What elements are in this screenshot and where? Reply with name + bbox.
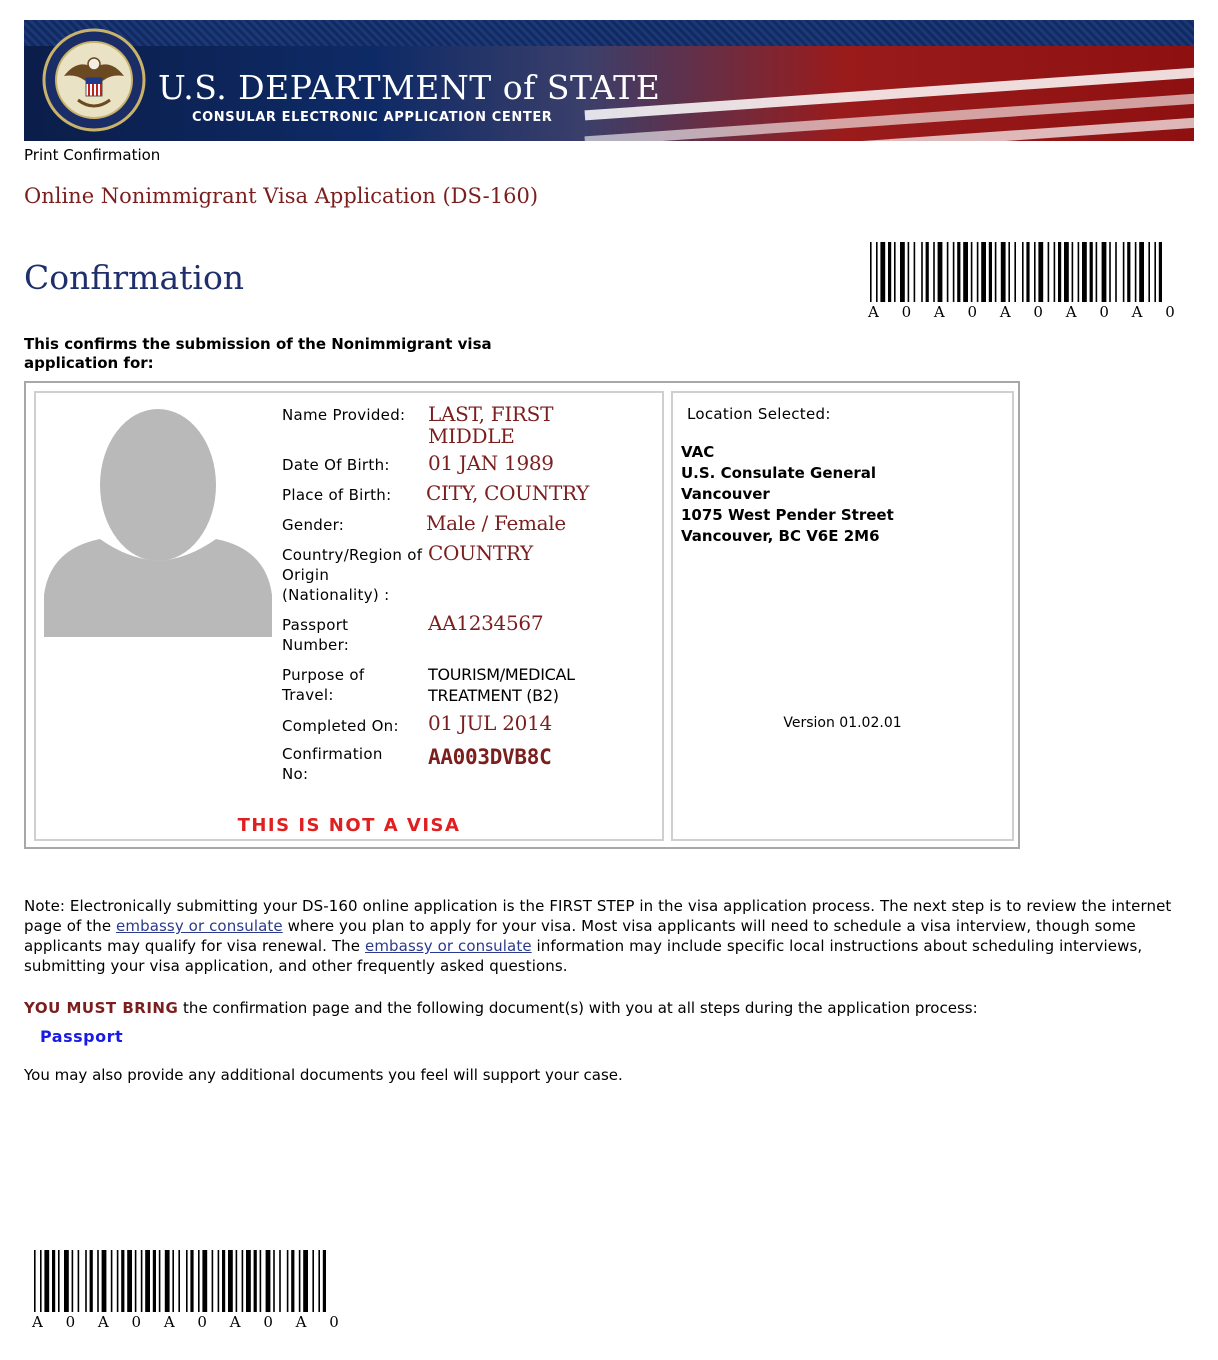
barcode-bar <box>977 242 979 302</box>
barcode-bar <box>186 1250 188 1312</box>
barcode-bar <box>218 1250 220 1312</box>
place-of-birth-label: Place of Birth: <box>282 486 392 504</box>
barcode-bar <box>953 242 955 302</box>
barcode-bar <box>165 1250 170 1312</box>
name-value: LAST, FIRST MIDDLE <box>428 402 554 448</box>
barcode-bar <box>963 242 968 302</box>
location-line: Vancouver <box>681 485 770 503</box>
barcode-bar <box>1022 242 1024 302</box>
name-label: Name Provided: <box>282 406 406 424</box>
barcode-bar <box>1135 242 1137 302</box>
passport-number-label: Passport Number: <box>282 616 350 654</box>
barcode-bar <box>876 242 878 302</box>
barcode-bar <box>287 1250 289 1312</box>
barcode-bar <box>44 1250 49 1312</box>
barcode-bar <box>222 1250 225 1312</box>
barcode-bar <box>933 242 935 302</box>
banner-top-pattern <box>24 20 1194 46</box>
barcode-bar <box>212 1250 214 1312</box>
confirmation-number-value: AA003DVB8C <box>428 745 552 769</box>
barcode-bar <box>291 1250 294 1312</box>
location-line: VAC <box>681 443 715 461</box>
barcode-bar <box>971 242 973 302</box>
barcode-bar <box>1008 242 1010 302</box>
version-label: Version 01.02.01 <box>783 715 902 731</box>
barcode-bar <box>926 242 929 302</box>
barcode-bar <box>145 1250 150 1312</box>
barcode-text: A 0 A 0 A 0 A 0 A 0 <box>32 1313 348 1331</box>
barcode-bar <box>127 1250 132 1312</box>
barcode-bar <box>981 242 986 302</box>
barcode-bar <box>318 1250 320 1312</box>
additional-documents-note: You may also provide any additional documents you feel will support your case. <box>24 1066 623 1084</box>
applicant-photo-placeholder-icon <box>44 399 272 637</box>
barcode-bar <box>1078 242 1080 302</box>
barcode-bar <box>1058 242 1061 302</box>
barcode-bar <box>1102 242 1107 302</box>
barcode-bar <box>894 242 896 302</box>
department-subtitle: CONSULAR ELECTRONIC APPLICATION CENTER <box>192 110 553 125</box>
barcode-bar <box>1109 242 1111 302</box>
barcode-bar <box>102 1250 107 1312</box>
barcode-bar <box>1139 242 1144 302</box>
dept-of-state-seal-icon <box>42 28 146 132</box>
barcode-bar <box>1038 242 1043 302</box>
barcode-bar <box>908 242 910 302</box>
barcode-bar <box>914 242 916 302</box>
barcode-bar <box>1034 242 1036 302</box>
note-text: Note: Electronically submitting your DS-160 online application is the FIRST STEP in the visa application process. The next step is to review the internet page of the <box>24 897 1172 935</box>
barcode-bar <box>303 1250 308 1312</box>
barcode-bar <box>72 1250 74 1312</box>
barcode-bar <box>228 1250 233 1312</box>
barcode-bar <box>1115 242 1117 302</box>
barcode-bar <box>1048 242 1050 302</box>
confirmation-intro: This confirms the submission of the Nonimmigrant visa application for: <box>24 335 492 372</box>
barcode-bar <box>34 1250 36 1312</box>
barcode-bar <box>312 1250 314 1312</box>
barcode-bar <box>279 1250 281 1312</box>
barcode-bar <box>202 1250 207 1312</box>
applicant-summary-box <box>24 381 1020 849</box>
barcode-bar <box>323 1250 326 1312</box>
completed-on-value: 01 JUL 2014 <box>428 711 552 735</box>
barcode-bar <box>989 242 992 302</box>
barcode-bar <box>135 1250 137 1312</box>
barcode-bar <box>1096 242 1098 302</box>
barcode-bar <box>921 242 923 302</box>
confirmation-number-label: Confirmation No: <box>282 745 383 783</box>
barcode-bar <box>78 1250 80 1312</box>
barcode-bar <box>52 1250 55 1312</box>
barcode-bar <box>198 1250 200 1312</box>
note-text: where you plan to apply for your visa. Most visa applicants will need to schedule a visa interview, though some applicants may qualify for visa renewal. The <box>24 917 1136 955</box>
barcode-bar <box>85 1250 87 1312</box>
application-title: Online Nonimmigrant Visa Application (DS-160) <box>24 184 539 208</box>
barcode-text: A 0 A 0 A 0 A 0 A 0 <box>868 303 1184 321</box>
barcode-bar <box>1026 242 1029 302</box>
location-line: Vancouver, BC V6E 2M6 <box>681 527 880 545</box>
barcode-bar <box>260 1250 262 1312</box>
embassy-consulate-link[interactable]: embassy or consulate <box>116 917 283 935</box>
barcode-bar <box>90 1250 93 1312</box>
barcode-bar <box>1064 242 1069 302</box>
applicant-details-panel <box>34 391 664 841</box>
barcode-bar <box>1090 242 1093 302</box>
barcode-bars <box>32 1250 326 1312</box>
location-line: U.S. Consulate General <box>681 464 877 482</box>
barcode-bar <box>121 1250 124 1312</box>
barcode-bar <box>58 1250 60 1312</box>
gender-value: Male / Female <box>426 511 566 535</box>
barcode-bar <box>273 1250 275 1312</box>
location-line: 1075 West Pender Street <box>681 506 894 524</box>
barcode-bar <box>246 1250 251 1312</box>
barcode-bar <box>880 242 885 302</box>
nationality-value: COUNTRY <box>428 541 533 565</box>
barcode-bar <box>40 1250 42 1312</box>
barcode-bars <box>868 242 1164 302</box>
must-bring-text: the confirmation page and the following document(s) with you at all steps during the application process: <box>178 999 978 1017</box>
department-title: U.S. DEPARTMENT of STATE <box>158 68 661 107</box>
barcode-bar <box>1148 242 1150 302</box>
embassy-consulate-link[interactable]: embassy or consulate <box>365 937 532 955</box>
barcode-bar <box>1054 242 1056 302</box>
not-a-visa-warning: THIS IS NOT A VISA <box>237 815 461 836</box>
barcode-bar <box>117 1250 119 1312</box>
barcode-bar <box>995 242 997 302</box>
note-text: information may include specific local instructions about scheduling interviews, submitting your visa application, and other frequently asked questions. <box>24 937 1143 975</box>
barcode-bar <box>900 242 905 302</box>
barcode-bar <box>1127 242 1130 302</box>
barcode-top <box>868 242 1184 321</box>
barcode-bar <box>1159 242 1162 302</box>
must-bring-instructions <box>24 998 1204 1018</box>
barcode-bottom <box>32 1250 348 1331</box>
barcode-bar <box>1072 242 1074 302</box>
gender-label: Gender: <box>282 516 345 534</box>
barcode-bar <box>236 1250 238 1312</box>
completed-on-label: Completed On: <box>282 717 399 735</box>
barcode-bar <box>254 1250 257 1312</box>
location-panel <box>671 391 1014 841</box>
header-banner <box>24 20 1194 141</box>
barcode-bar <box>111 1250 113 1312</box>
barcode-bar <box>172 1250 174 1312</box>
dob-label: Date Of Birth: <box>282 456 390 474</box>
barcode-bar <box>153 1250 156 1312</box>
barcode-bar <box>1014 242 1016 302</box>
barcode-bar <box>299 1250 301 1312</box>
place-of-birth-value: CITY, COUNTRY <box>426 481 590 505</box>
barcode-bar <box>242 1250 244 1312</box>
must-bring-emphasis: YOU MUST BRING <box>24 999 179 1017</box>
barcode-bar <box>266 1250 271 1312</box>
purpose-of-travel-value: TOURISM/MEDICAL TREATMENT (B2) <box>428 665 575 705</box>
required-document-passport: Passport <box>40 1027 124 1046</box>
location-address <box>681 442 894 547</box>
page-title: Confirmation <box>24 258 245 297</box>
barcode-bar <box>938 242 943 302</box>
barcode-bar <box>190 1250 193 1312</box>
barcode-bar <box>159 1250 161 1312</box>
location-selected-label: Location Selected: <box>687 405 831 423</box>
flag-stripe <box>585 62 1194 121</box>
barcode-bar <box>947 242 949 302</box>
barcode-bar <box>1123 242 1125 302</box>
barcode-bar <box>64 1250 69 1312</box>
barcode-bar <box>1001 242 1006 302</box>
barcode-bar <box>1154 242 1156 302</box>
barcode-bar <box>141 1250 143 1312</box>
nationality-label: Country/Region of Origin (Nationality) : <box>282 546 423 604</box>
dob-value: 01 JAN 1989 <box>428 451 554 475</box>
barcode-bar <box>1082 242 1087 302</box>
barcode-bar <box>870 242 872 302</box>
purpose-of-travel-label: Purpose of Travel: <box>282 666 365 704</box>
print-confirmation-label: Print Confirmation <box>24 146 161 164</box>
barcode-bar <box>957 242 960 302</box>
next-steps-note <box>24 896 1204 976</box>
barcode-bar <box>178 1250 180 1312</box>
barcode-bar <box>888 242 891 302</box>
passport-number-value: AA1234567 <box>428 611 544 635</box>
barcode-bar <box>97 1250 99 1312</box>
